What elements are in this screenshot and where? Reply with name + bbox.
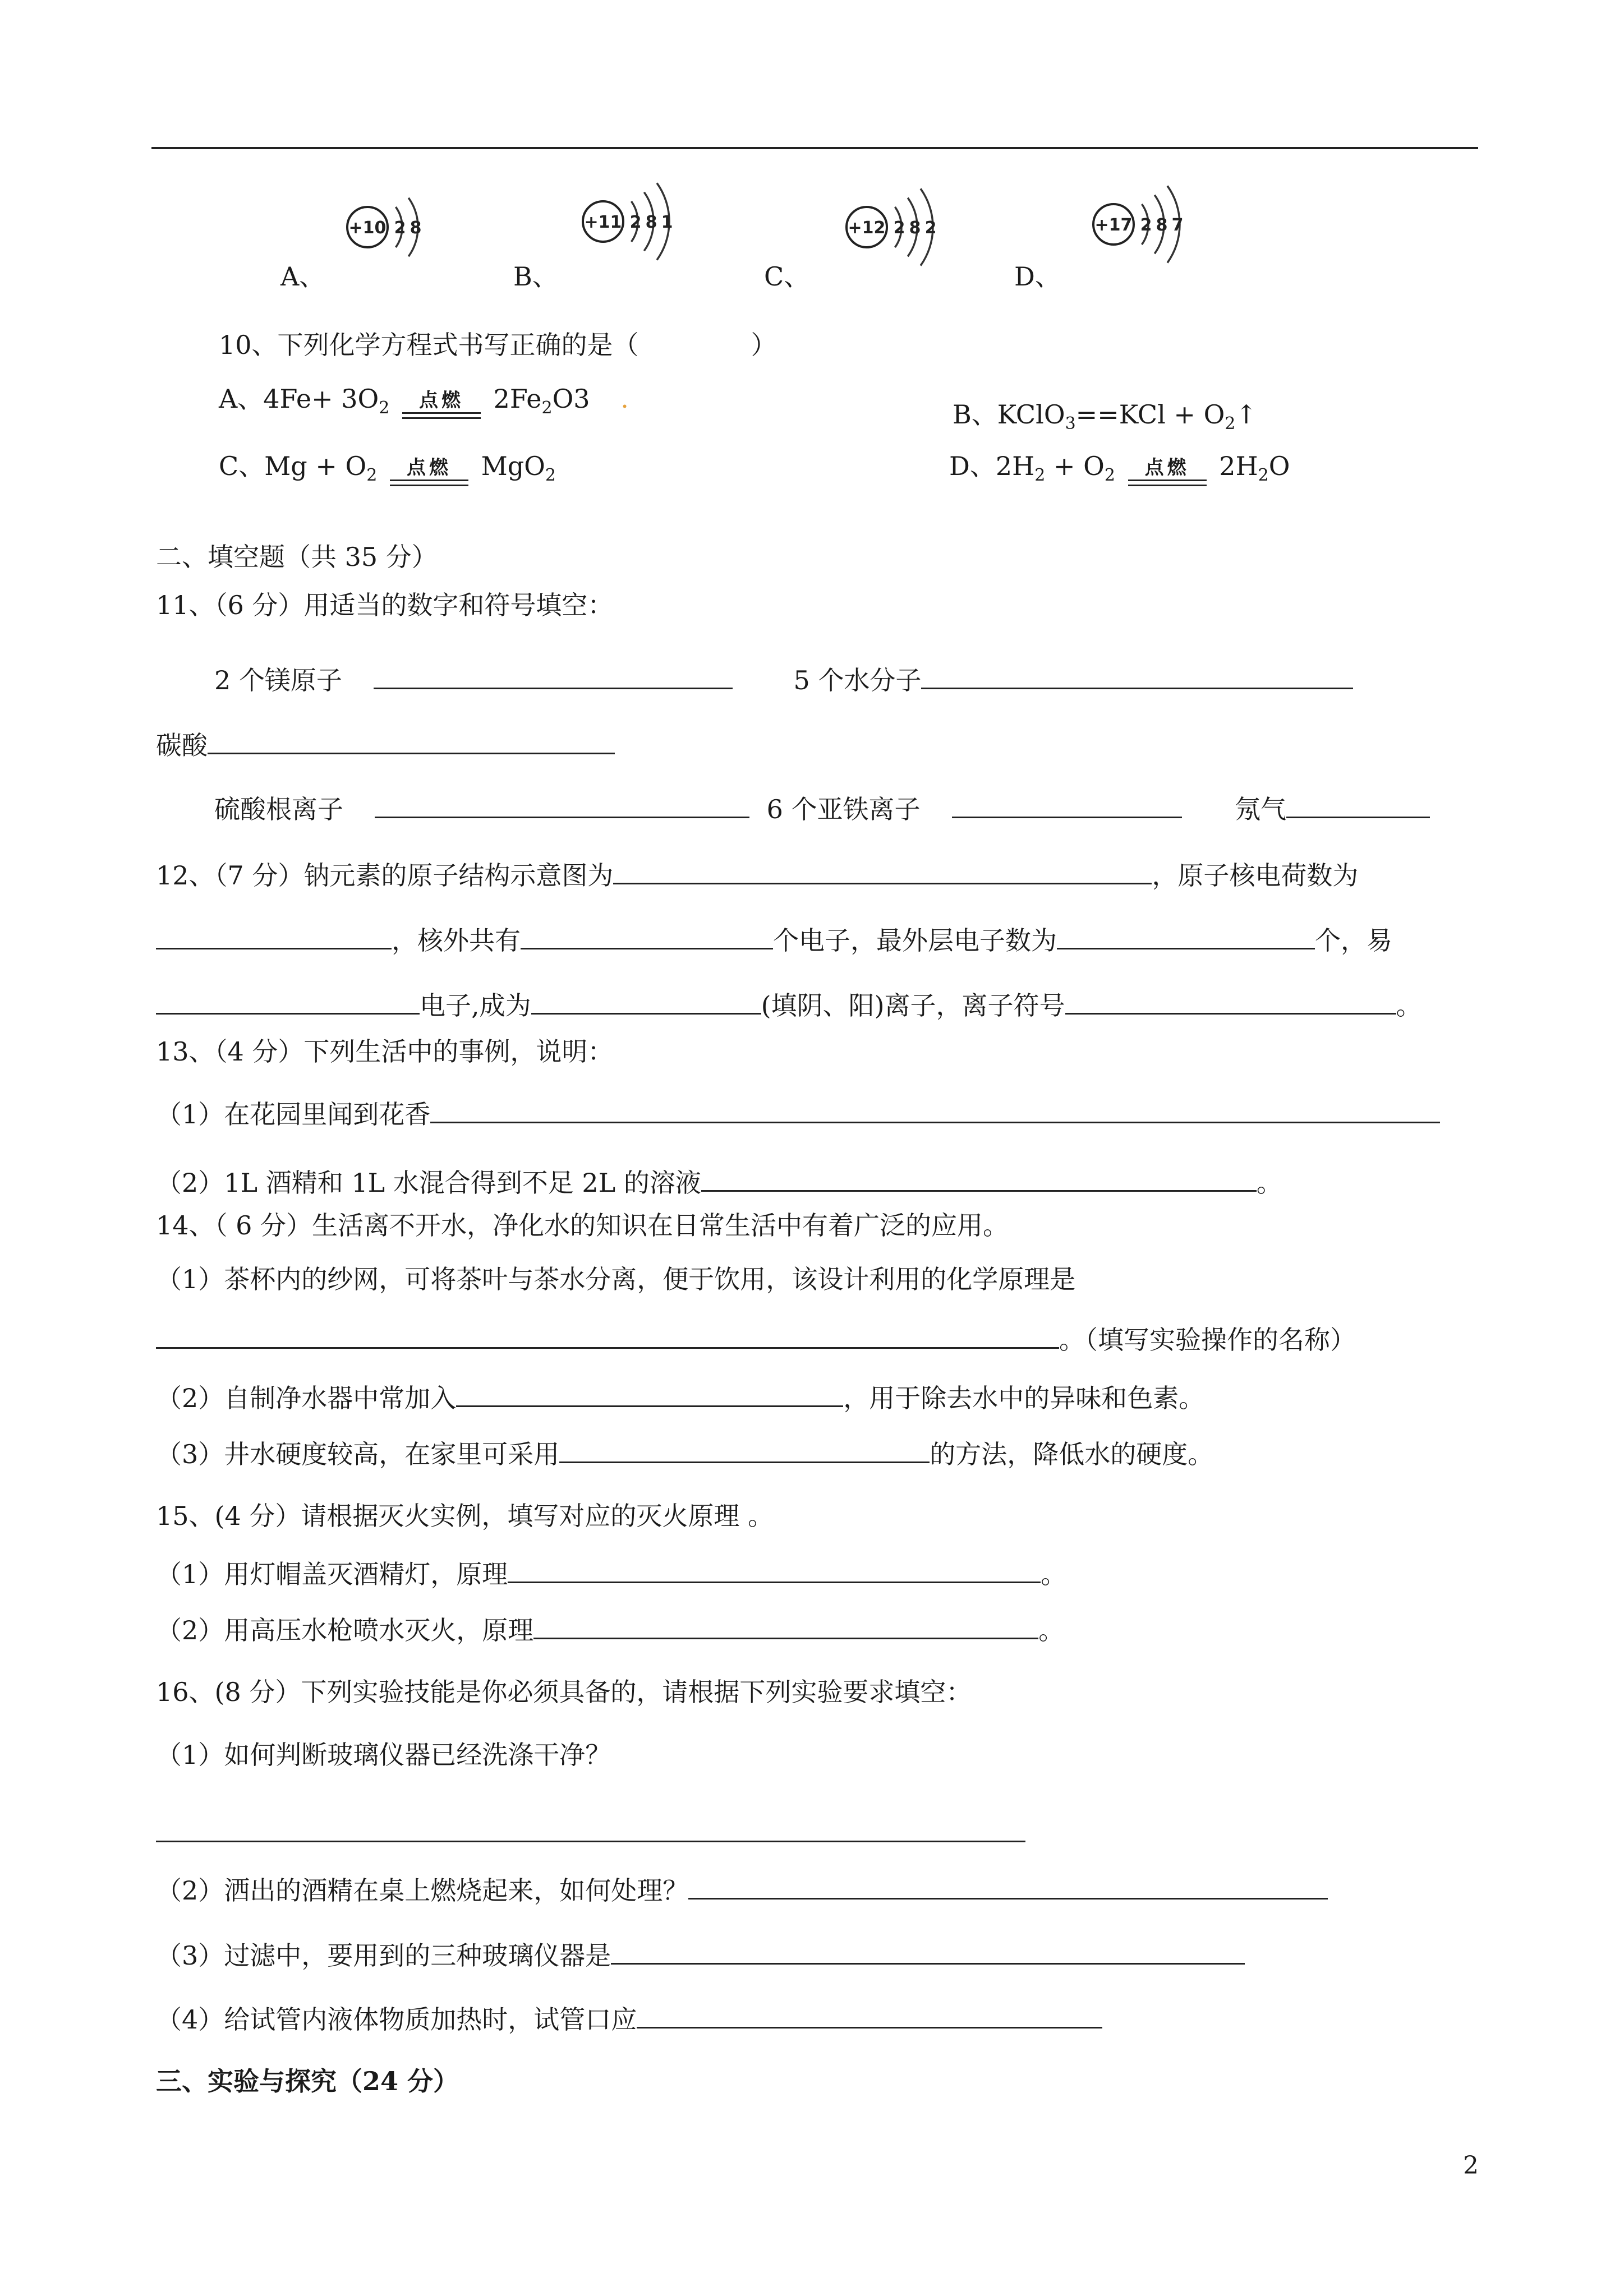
- q12-line2: ，核外共有 个电子，最外层电子数为 个，易: [156, 922, 1392, 953]
- atom-structure-diagram: [342, 174, 488, 273]
- shell-electron-count: 7: [1171, 215, 1184, 235]
- answer-blank[interactable]: [531, 987, 761, 1015]
- answer-blank[interactable]: [208, 727, 615, 754]
- shell-electron-count: 2: [394, 218, 406, 238]
- q11-row1: 2 个镁原子 5 个水分子: [214, 662, 1353, 693]
- section-two-heading: 二、填空题（共 35 分）: [156, 542, 438, 572]
- q13-sub2: （2）1L 酒精和 1L 水混合得到不足 2L 的溶液 。: [156, 1164, 1282, 1196]
- shell-electron-count: 8: [645, 213, 657, 232]
- q10-option-a: A、$4Fe+ 3O_2$ 点燃 $2Fe_2O3$ .: [219, 384, 629, 418]
- answer-blank[interactable]: [559, 1436, 930, 1463]
- nucleus-charge: +12: [848, 218, 886, 238]
- q10-option-c: C、$Mg + O_2$ 点燃 MgO$_2$: [219, 451, 556, 485]
- atom-diagram-svg: [578, 168, 724, 264]
- atom-diagram-svg: [841, 174, 987, 269]
- shell-electron-count: 2: [893, 218, 905, 238]
- shell-electron-count: 8: [410, 218, 422, 238]
- q16-stem: 16、(8 分）下列实验技能是你必须具备的，请根据下列实验要求填空：: [156, 1677, 972, 1707]
- q13-stem: 13、（4 分）下列生活中的事例，说明：: [156, 1036, 614, 1067]
- q16-sub3: （3）过滤中，要用到的三种玻璃仪器是: [156, 1937, 1245, 1968]
- nucleus-charge: +11: [584, 213, 622, 232]
- q13-sub1: （1）在花园里闻到花香: [156, 1096, 1440, 1127]
- shell-electron-count: 1: [661, 213, 673, 232]
- shell-electron-count: 8: [1156, 215, 1168, 235]
- answer-blank[interactable]: [430, 1096, 1440, 1123]
- answer-blank[interactable]: [613, 857, 1152, 884]
- atom-option-label: A、: [280, 261, 325, 292]
- q14-sub1: （1）茶杯内的纱网，可将茶叶与茶水分离，便于饮用，该设计利用的化学原理是: [156, 1264, 1076, 1294]
- q11-row2: 碳酸: [156, 727, 615, 758]
- atom-structure-diagram: [841, 174, 987, 273]
- shell-electron-count: 2: [924, 218, 937, 238]
- q16-sub1-answer: [156, 1815, 1025, 1846]
- condition-mark: 点燃: [402, 391, 481, 419]
- answer-blank[interactable]: [1286, 791, 1430, 818]
- answer-blank[interactable]: [921, 662, 1353, 689]
- q14-sub3: （3）井水硬度较高，在家里可采用 的方法，降低水的硬度。: [156, 1436, 1213, 1467]
- q14-stem: 14、（ 6 分）生活离不开水，净化水的知识在日常生活中有着广泛的应用。: [156, 1210, 1009, 1241]
- answer-blank[interactable]: [456, 1380, 843, 1407]
- condition-mark: 点燃: [390, 458, 468, 486]
- q15-sub1: （1）用灯帽盖灭酒精灯，原理 。: [156, 1556, 1066, 1587]
- answer-blank[interactable]: [374, 662, 733, 689]
- section-three-heading: 三、实验与探究（24 分）: [156, 2066, 459, 2096]
- q16-sub4: （4）给试管内液体物质加热时，试管口应: [156, 2001, 1102, 2032]
- atom-option-label: B、: [513, 261, 558, 292]
- atom-option-label: C、: [764, 261, 810, 292]
- answer-blank[interactable]: [375, 791, 749, 818]
- q14-sub2: （2）自制净水器中常加入 ，用于除去水中的异味和色素。: [156, 1380, 1204, 1411]
- answer-blank[interactable]: [156, 1815, 1025, 1842]
- answer-blank[interactable]: [156, 987, 420, 1015]
- answer-blank[interactable]: [952, 791, 1182, 818]
- condition-mark: 点燃: [1128, 458, 1207, 486]
- answer-blank[interactable]: [521, 922, 773, 949]
- answer-blank[interactable]: [688, 1872, 1328, 1899]
- shell-electron-count: 2: [1140, 215, 1152, 235]
- q12-line3: 电子,成为 (填阴、阳)离子，离子符号 。: [156, 987, 1422, 1018]
- answer-blank[interactable]: [637, 2001, 1102, 2028]
- answer-blank[interactable]: [533, 1612, 1038, 1639]
- q16-sub1: （1）如何判断玻璃仪器已经洗涤干净？: [156, 1740, 611, 1770]
- q10-stem: 10、下列化学方程式书写正确的是（ ）: [219, 330, 777, 360]
- q15-stem: 15、(4 分）请根据灭火实例，填写对应的灭火原理 。: [156, 1501, 774, 1531]
- nucleus-charge: +17: [1094, 215, 1133, 235]
- page-number: 2: [1463, 2151, 1479, 2180]
- shell-electron-count: 8: [909, 218, 921, 238]
- nucleus-charge: +10: [348, 218, 387, 238]
- q10-option-b: B、KClO$_3$==KCl + $O_2↑$: [953, 399, 1257, 434]
- atom-option-label: D、: [1014, 261, 1061, 292]
- q16-sub2: （2）洒出的酒精在桌上燃烧起来，如何处理？: [156, 1872, 1328, 1903]
- atom-structure-diagram: [578, 168, 724, 268]
- answer-blank[interactable]: [1057, 922, 1315, 949]
- q15-sub2: （2）用高压水枪喷水灭火，原理 。: [156, 1612, 1064, 1643]
- atom-diagram-svg: [342, 174, 488, 269]
- q10-option-d: D、$2H_2 + O_2$ 点燃 $2H_2O$: [949, 451, 1290, 485]
- answer-blank[interactable]: [701, 1164, 1257, 1192]
- atom-diagram-svg: [1088, 171, 1234, 266]
- q14-sub1-answer: 。（填写实验操作的名称）: [156, 1321, 1356, 1353]
- atom-structure-diagram: [1088, 171, 1234, 270]
- header-rule: [151, 147, 1478, 149]
- shell-electron-count: 2: [629, 213, 642, 232]
- answer-blank[interactable]: [156, 922, 392, 949]
- answer-blank[interactable]: [611, 1937, 1245, 1965]
- q11-stem: 11、（6 分）用适当的数字和符号填空：: [156, 590, 614, 620]
- q11-row3: 硫酸根离子 6 个亚铁离子 氖气: [214, 791, 1430, 822]
- answer-blank[interactable]: [508, 1556, 1041, 1583]
- answer-blank[interactable]: [156, 1321, 1059, 1349]
- answer-blank[interactable]: [1065, 987, 1396, 1015]
- q12-line1: 12、（7 分）钠元素的原子结构示意图为 ，原子核电荷数为: [156, 857, 1358, 888]
